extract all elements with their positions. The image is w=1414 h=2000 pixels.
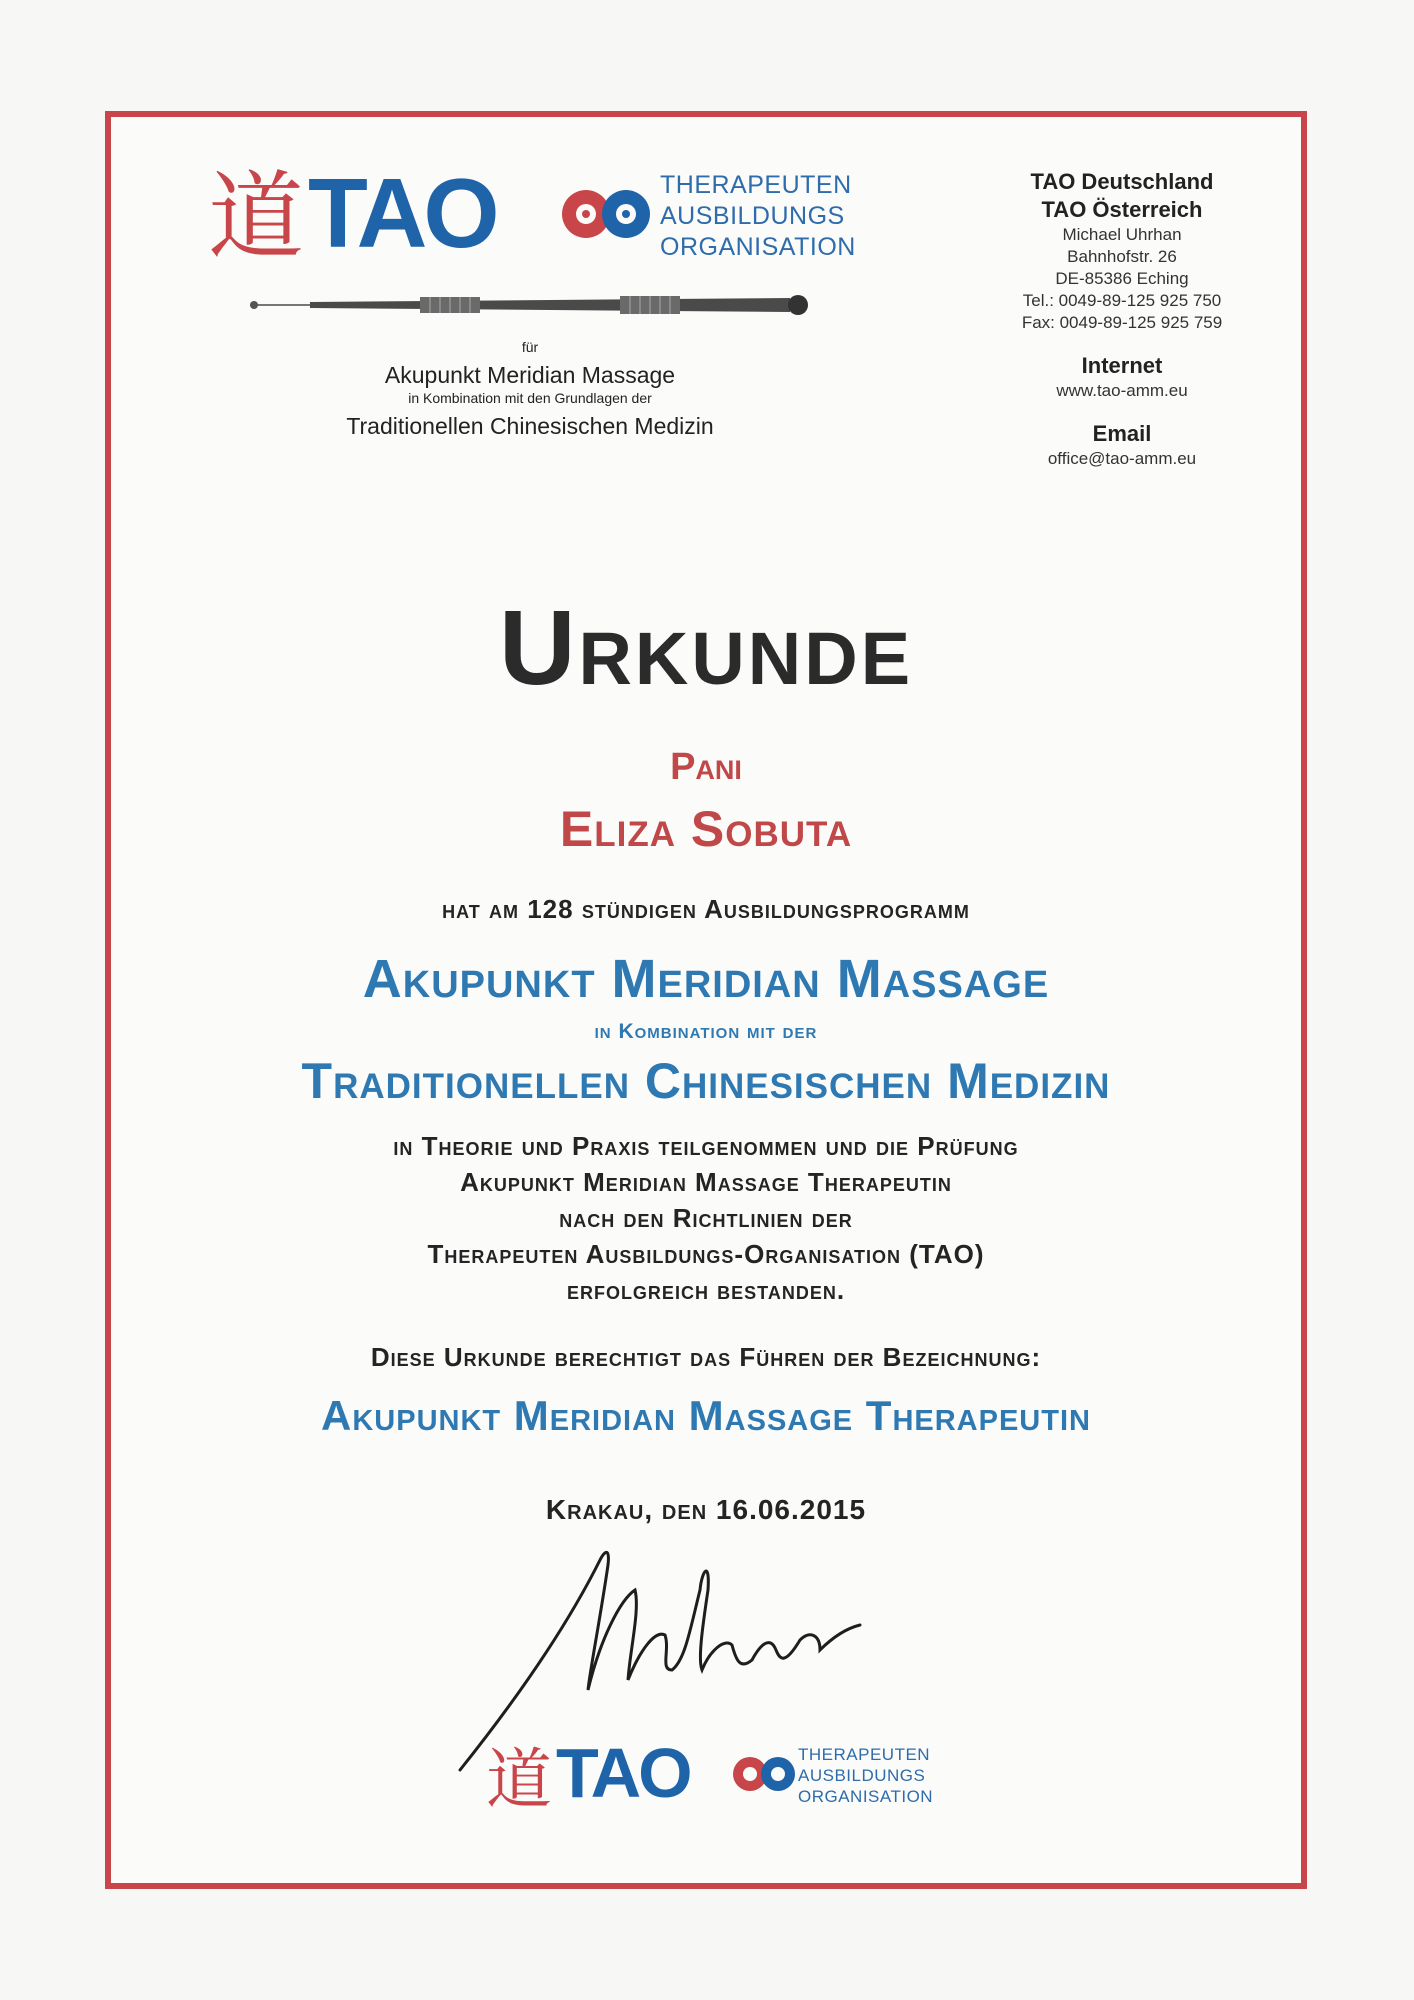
tao-glyph-text: 道: [208, 161, 304, 273]
org-name-line: ORGANISATION: [798, 1787, 934, 1806]
internet-url: www.tao-amm.eu: [1056, 381, 1188, 400]
org-name: [798, 1744, 933, 1807]
email-label: Email: [1092, 421, 1152, 446]
recipient-name: Eliza Sobuta: [559, 801, 853, 857]
org-name: [660, 170, 856, 263]
paragraph-line: Akupunkt Meridian Massage Therapeutin: [460, 1167, 952, 1197]
entitlement-line: Diese Urkunde berechtigt das Führen der Bezeichnung:: [370, 1342, 1042, 1372]
org-name-line: AUSBILDUNGS: [798, 1766, 926, 1785]
certificate-title: Urkunde: [498, 589, 914, 707]
massage-stick-icon: [250, 290, 820, 325]
org-name-line: AUSBILDUNGS: [660, 202, 845, 230]
org-name-line: THERAPEUTEN: [660, 171, 852, 199]
tao-glyph-text: 道: [486, 1741, 552, 1818]
program-intro: hat am 128 stündigen Ausbildungsprogramm: [442, 894, 970, 924]
contact-org: TAO Österreich: [1041, 197, 1203, 222]
contact-person: Michael Uhrhan: [1062, 225, 1182, 244]
contact-tel: Tel.: 0049-89-125 925 750: [1022, 291, 1222, 310]
internet-label: Internet: [1081, 353, 1163, 378]
program-name-2: Traditionellen Chinesischen Medizin: [301, 1053, 1111, 1109]
tao-glyph-icon: [486, 1738, 556, 1823]
contact-street: Bahnhofstr. 26: [1067, 247, 1177, 266]
tao-logo: [208, 158, 868, 278]
place-date: Krakau, den 16.06.2015: [545, 1494, 867, 1525]
org-name-line: ORGANISATION: [660, 233, 856, 261]
tao-wordmark: TAO: [308, 158, 496, 268]
email-address: office@tao-amm.eu: [1047, 449, 1197, 468]
program-subtitle: in Kombination mit den Grundlagen der: [408, 390, 652, 406]
contact-block: [972, 168, 1272, 470]
contact-fax: Fax: 0049-89-125 925 759: [1021, 313, 1223, 332]
paragraph-line: erfolgreich bestanden.: [566, 1275, 846, 1305]
salutation: Pani: [670, 746, 742, 788]
org-name-line: THERAPEUTEN: [798, 1745, 931, 1764]
paragraph-line: Therapeuten Ausbildungs-Organisation (TAO): [427, 1239, 985, 1269]
program-connector: in Kombination mit der: [594, 1020, 818, 1043]
contact-city: DE-85386 Eching: [1055, 269, 1189, 288]
program-for: für: [521, 339, 539, 355]
paragraph-line: in Theorie und Praxis teilgenommen und die Prüfung: [393, 1131, 1019, 1161]
designation: Akupunkt Meridian Massage Therapeutin: [321, 1392, 1091, 1439]
tao-wordmark: TAO: [556, 1734, 690, 1812]
program-title-2: Traditionellen Chinesischen Medizin: [346, 413, 714, 439]
tao-logo-bottom: [486, 1734, 946, 1818]
paragraph-line: nach den Richtlinien der: [559, 1203, 853, 1233]
program-header: [230, 338, 830, 442]
yin-yang-icon: [732, 1746, 796, 1807]
certificate-paragraph: [105, 1128, 1307, 1308]
contact-org: TAO Deutschland: [1030, 169, 1214, 194]
program-title: Akupunkt Meridian Massage: [384, 362, 676, 388]
tao-glyph-icon: [208, 158, 308, 283]
program-name: Akupunkt Meridian Massage: [362, 949, 1050, 1009]
yin-yang-icon: [560, 174, 652, 259]
